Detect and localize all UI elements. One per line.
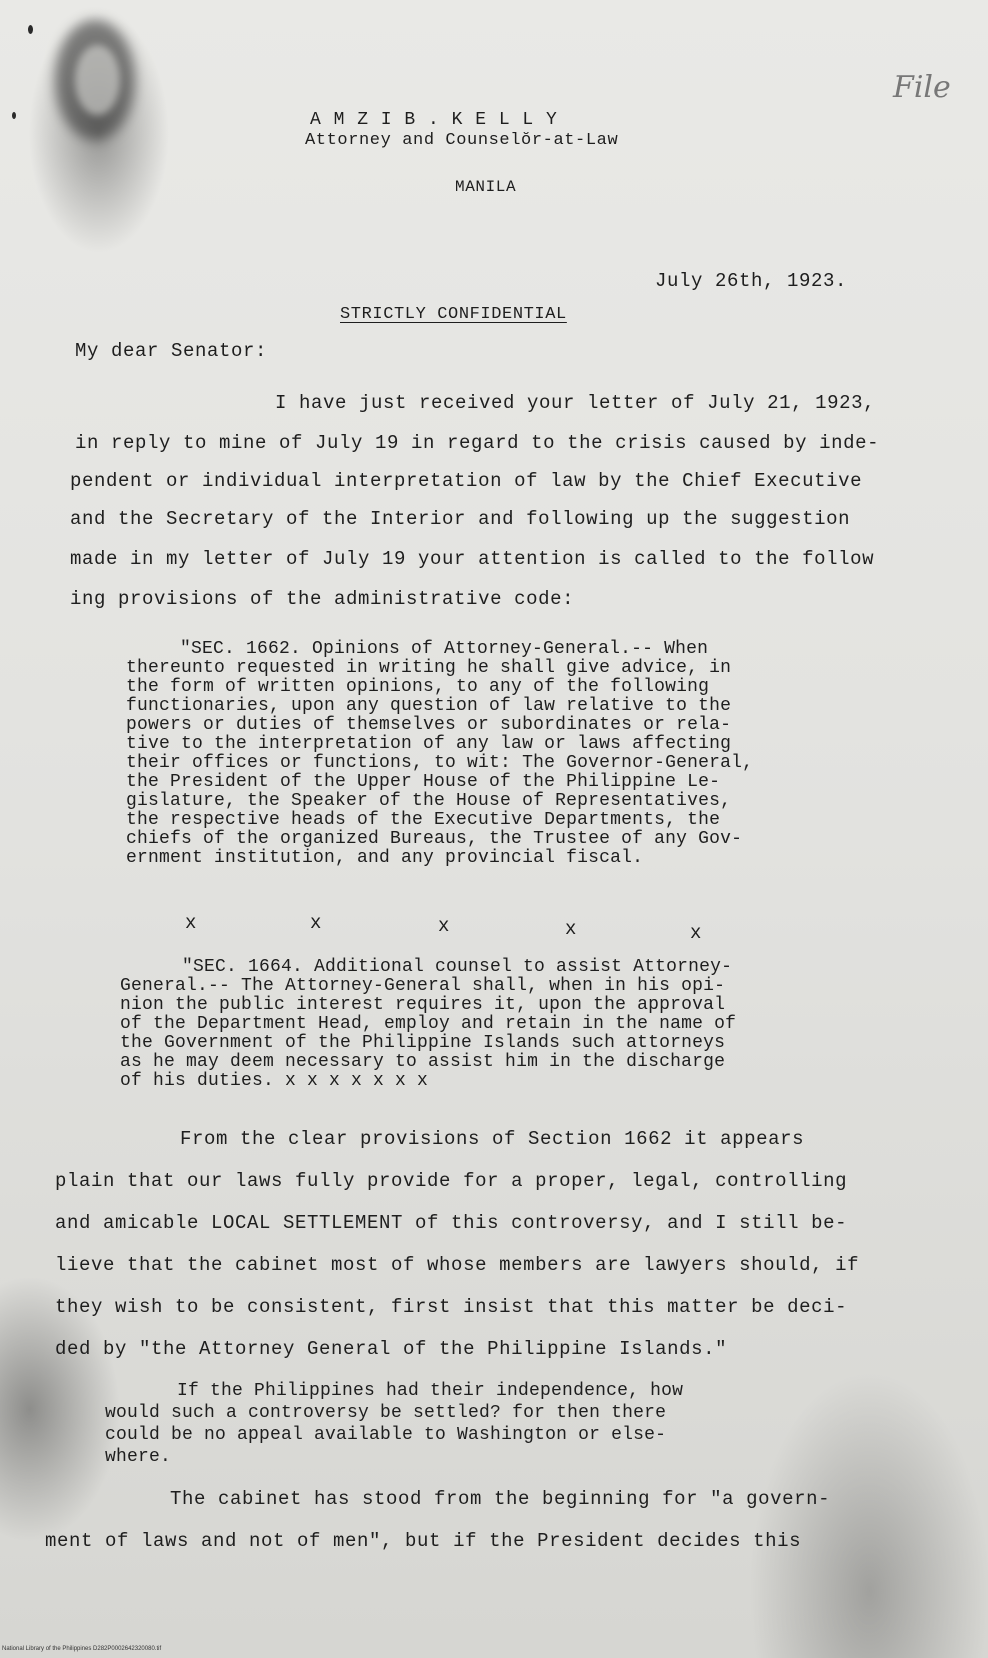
quote-line: the form of written opinions, to any of the following (126, 677, 710, 697)
para1-line: pendent or individual interpretation of law by the Chief Executive (70, 470, 863, 492)
confidential-heading: STRICTLY CONFIDENTIAL (340, 305, 567, 324)
ink-blot (75, 45, 120, 115)
letter-date: July 26th, 1923. (655, 270, 848, 292)
quote-line: "SEC. 1662. Opinions of Attorney-General.-- When (180, 639, 709, 659)
margin-note: File (893, 70, 951, 105)
ellipsis-x: x (310, 912, 323, 934)
quote-line: nion the public interest requires it, upon the approval (120, 995, 726, 1015)
para3-line: where. (105, 1447, 172, 1467)
ink-spot (12, 112, 16, 119)
para1-line: and the Secretary of the Interior and following up the suggestion (70, 508, 851, 530)
para4-line: ment of laws and not of men", but if the President decides this (45, 1530, 802, 1552)
salutation: My dear Senator: (75, 340, 268, 362)
ink-spot (28, 25, 33, 34)
ellipsis-x: x (690, 922, 703, 944)
para1-line: I have just received your letter of July 21, 1923, (275, 392, 876, 414)
para1-line: in reply to mine of July 19 in regard to the crisis caused by inde- (75, 432, 880, 454)
quote-line: thereunto requested in writing he shall give advice, in (126, 658, 732, 678)
para2-line: they wish to be consistent, first insist that this matter be deci- (55, 1296, 848, 1318)
quote-line: General.-- The Attorney-General shall, when in his opi- (120, 976, 726, 996)
ellipsis-x: x (565, 918, 578, 940)
para2-line: lieve that the cabinet most of whose members are lawyers should, if (55, 1254, 860, 1276)
para2-line: and amicable LOCAL SETTLEMENT of this controversy, and I still be- (55, 1212, 848, 1234)
quote-line: tive to the interpretation of any law or laws affecting (126, 734, 732, 754)
ellipsis-x: x (185, 912, 198, 934)
para3-line: could be no appeal available to Washington or else- (105, 1425, 667, 1445)
quote-sec-1664 (120, 958, 736, 1091)
para1-line: ing provisions of the administrative code: (70, 588, 575, 610)
para3-line: If the Philippines had their independence, how (177, 1381, 684, 1401)
letterhead-title: Attorney and Counselŏr-at-Law (305, 131, 619, 150)
quote-line: of his duties. x x x x x x x (120, 1071, 429, 1091)
para2-line: From the clear provisions of Section 1662 it appears (180, 1128, 805, 1150)
quote-line: of the Department Head, employ and retain in the name of (120, 1014, 737, 1034)
quote-line: gislature, the Speaker of the House of Representatives, (126, 791, 732, 811)
para1-line: made in my letter of July 19 your attention is called to the follow (70, 548, 875, 570)
letterhead-city: MANILA (455, 178, 517, 196)
quote-line: the respective heads of the Executive Departments, the (126, 810, 721, 830)
quote-line: functionaries, upon any question of law relative to the (126, 696, 732, 716)
para3-line: would such a controversy be settled? for then there (105, 1403, 667, 1423)
quote-line: the Government of the Philippine Islands such attorneys (120, 1033, 726, 1053)
quote-line: the President of the Upper House of the Philippine Le- (126, 772, 721, 792)
quote-line: chiefs of the organized Bureaus, the Trustee of any Gov- (126, 829, 743, 849)
quote-line: ernment institution, and any provincial fiscal. (126, 848, 644, 868)
quote-line: their offices or functions, to wit: The Governor-General, (126, 753, 754, 773)
quote-line: powers or duties of themselves or subordinates or rela- (126, 715, 732, 735)
archive-footer: National Library of the Philippines D282P0002642320080.tif (2, 1646, 162, 1652)
para2-line: plain that our laws fully provide for a proper, legal, controlling (55, 1170, 848, 1192)
quote-line: as he may deem necessary to assist him in the discharge (120, 1052, 726, 1072)
para3 (105, 1380, 683, 1468)
ellipsis-x: x (438, 915, 451, 937)
para4-line: The cabinet has stood from the beginning for "a govern- (170, 1488, 831, 1510)
quote-line: "SEC. 1664. Additional counsel to assist Attorney- (182, 957, 733, 977)
letterhead-name: A M Z I B . K E L L Y (310, 110, 558, 130)
para2-line: ded by "the Attorney General of the Philippine Islands." (55, 1338, 728, 1360)
quote-sec-1662 (126, 640, 753, 868)
